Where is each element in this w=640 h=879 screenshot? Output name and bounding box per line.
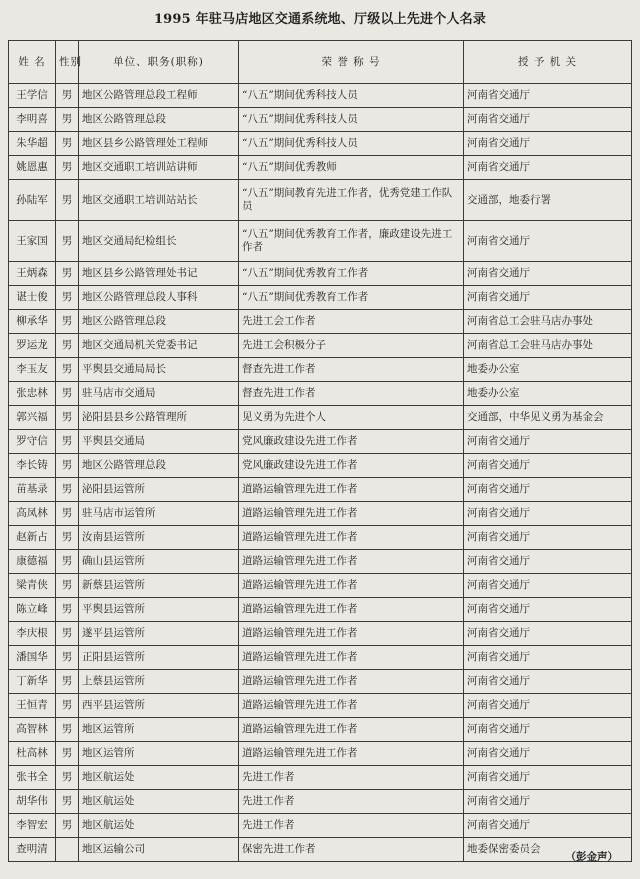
table-row (9, 622, 632, 646)
cell-name: 张忠林 (9, 382, 56, 406)
cell-sex: 男 (56, 646, 79, 670)
cell-unit: 新蔡县运管所 (79, 574, 239, 598)
cell-sex: 男 (56, 262, 79, 286)
cell-unit: 泌阳县运管所 (79, 478, 239, 502)
table-row (9, 454, 632, 478)
cell-honor: “八五”期间优秀科技人员 (239, 84, 464, 108)
cell-grantor: 河南省交通厅 (464, 221, 632, 262)
cell-sex: 男 (56, 406, 79, 430)
cell-honor: 道路运输管理先进工作者 (239, 574, 464, 598)
table-row (9, 742, 632, 766)
cell-honor: 督查先进工作者 (239, 358, 464, 382)
cell-grantor: 河南省交通厅 (464, 454, 632, 478)
table-header-row (9, 41, 632, 84)
cell-honor: 道路运输管理先进工作者 (239, 526, 464, 550)
cell-grantor: 河南省交通厅 (464, 742, 632, 766)
table-row (9, 108, 632, 132)
cell-grantor: 河南省交通厅 (464, 670, 632, 694)
table-row (9, 838, 632, 862)
cell-honor: 党风廉政建设先进工作者 (239, 454, 464, 478)
cell-name: 王学信 (9, 84, 56, 108)
table-row (9, 646, 632, 670)
cell-honor: “八五”期间优秀科技人员 (239, 132, 464, 156)
cell-unit: 地区公路管理总段人事科 (79, 286, 239, 310)
cell-honor: “八五”期间优秀教育工作者 (239, 262, 464, 286)
cell-unit: 地区县乡公路管理处书记 (79, 262, 239, 286)
cell-sex: 男 (56, 790, 79, 814)
cell-sex: 男 (56, 670, 79, 694)
cell-unit: 地区航运处 (79, 766, 239, 790)
cell-grantor: 河南省交通厅 (464, 574, 632, 598)
cell-unit: 地区交通局纪检组长 (79, 221, 239, 262)
cell-honor: 先进工作者 (239, 790, 464, 814)
cell-sex: 男 (56, 550, 79, 574)
cell-honor: 道路运输管理先进工作者 (239, 646, 464, 670)
cell-honor: “八五”期间优秀教师 (239, 156, 464, 180)
cell-name: 王家国 (9, 221, 56, 262)
cell-unit: 地区运管所 (79, 742, 239, 766)
table-row (9, 286, 632, 310)
cell-grantor: 河南省交通厅 (464, 598, 632, 622)
table-row (9, 180, 632, 221)
cell-grantor: 河南省交通厅 (464, 108, 632, 132)
cell-grantor: 交通部，地委行署 (464, 180, 632, 221)
cell-unit: 驻马店市交通局 (79, 382, 239, 406)
cell-unit: 地区交通职工培训站站长 (79, 180, 239, 221)
cell-unit: 地区运输公司 (79, 838, 239, 862)
table-row (9, 550, 632, 574)
cell-sex: 男 (56, 526, 79, 550)
table-row (9, 502, 632, 526)
cell-unit: 平舆县运管所 (79, 598, 239, 622)
cell-name: 柳承华 (9, 310, 56, 334)
cell-unit: 地区公路管理总段 (79, 108, 239, 132)
cell-honor: 道路运输管理先进工作者 (239, 622, 464, 646)
cell-unit: 确山县运管所 (79, 550, 239, 574)
cell-sex: 男 (56, 478, 79, 502)
cell-honor: 道路运输管理先进工作者 (239, 550, 464, 574)
table-row (9, 790, 632, 814)
cell-unit: 地区运管所 (79, 718, 239, 742)
cell-honor: 道路运输管理先进工作者 (239, 742, 464, 766)
cell-honor: “八五”期间优秀教育工作者 (239, 286, 464, 310)
cell-honor: 道路运输管理先进工作者 (239, 598, 464, 622)
cell-grantor: 河南省交通厅 (464, 132, 632, 156)
cell-name: 查明清 (9, 838, 56, 862)
table-row (9, 574, 632, 598)
cell-grantor: 河南省交通厅 (464, 286, 632, 310)
cell-honor: 道路运输管理先进工作者 (239, 718, 464, 742)
table-row (9, 156, 632, 180)
cell-name: 罗运龙 (9, 334, 56, 358)
cell-name: 李庆根 (9, 622, 56, 646)
cell-grantor: 河南省总工会驻马店办事处 (464, 334, 632, 358)
cell-unit: 地区航运处 (79, 814, 239, 838)
cell-name: 王炳森 (9, 262, 56, 286)
cell-grantor: 河南省交通厅 (464, 550, 632, 574)
cell-unit: 上蔡县运管所 (79, 670, 239, 694)
cell-honor: 党风廉政建设先进工作者 (239, 430, 464, 454)
cell-unit: 地区航运处 (79, 790, 239, 814)
table-row (9, 84, 632, 108)
cell-grantor: 河南省交通厅 (464, 526, 632, 550)
cell-honor: 道路运输管理先进工作者 (239, 478, 464, 502)
cell-grantor: 河南省交通厅 (464, 430, 632, 454)
cell-grantor: 地委办公室 (464, 382, 632, 406)
cell-sex: 男 (56, 598, 79, 622)
cell-name: 梁青侠 (9, 574, 56, 598)
cell-name: 郭兴福 (9, 406, 56, 430)
cell-honor: 道路运输管理先进工作者 (239, 694, 464, 718)
cell-sex: 男 (56, 814, 79, 838)
cell-name: 李玉友 (9, 358, 56, 382)
cell-grantor: 地委保密委员会 (464, 838, 632, 862)
cell-sex: 男 (56, 718, 79, 742)
table-row (9, 382, 632, 406)
table-row (9, 406, 632, 430)
cell-sex: 男 (56, 430, 79, 454)
cell-name: 姚恩惠 (9, 156, 56, 180)
cell-grantor: 河南省交通厅 (464, 478, 632, 502)
table-row (9, 718, 632, 742)
cell-sex: 男 (56, 180, 79, 221)
cell-grantor: 河南省总工会驻马店办事处 (464, 310, 632, 334)
cell-sex: 男 (56, 132, 79, 156)
cell-name: 苗基录 (9, 478, 56, 502)
table-row (9, 598, 632, 622)
cell-name: 陈立峰 (9, 598, 56, 622)
cell-honor: “八五”期间优秀教育工作者，廉政建设先进工作者 (239, 221, 464, 262)
table-row (9, 526, 632, 550)
cell-sex: 男 (56, 766, 79, 790)
cell-grantor: 交通部，中华见义勇为基金会 (464, 406, 632, 430)
cell-unit: 汝南县运管所 (79, 526, 239, 550)
table-row (9, 694, 632, 718)
cell-name: 李长铸 (9, 454, 56, 478)
cell-name: 赵新占 (9, 526, 56, 550)
page-title: 1995 年驻马店地区交通系统地、厅级以上先进个人名录 (153, 12, 487, 27)
table-row (9, 262, 632, 286)
cell-unit: 地区公路管理总段工程师 (79, 84, 239, 108)
cell-name: 李智宏 (9, 814, 56, 838)
cell-grantor: 河南省交通厅 (464, 694, 632, 718)
cell-sex: 男 (56, 622, 79, 646)
cell-name: 胡华伟 (9, 790, 56, 814)
table-row (9, 814, 632, 838)
cell-sex: 男 (56, 502, 79, 526)
cell-sex: 男 (56, 574, 79, 598)
cell-sex: 男 (56, 454, 79, 478)
cell-name: 朱华超 (9, 132, 56, 156)
cell-unit: 平舆县交通局 (79, 430, 239, 454)
cell-grantor: 河南省交通厅 (464, 766, 632, 790)
table-row (9, 132, 632, 156)
cell-sex: 男 (56, 84, 79, 108)
cell-sex: 男 (56, 742, 79, 766)
cell-sex: 男 (56, 382, 79, 406)
header-unit: 单位、职务(职称) (79, 41, 239, 84)
cell-unit: 地区公路管理总段 (79, 310, 239, 334)
cell-honor: 道路运输管理先进工作者 (239, 502, 464, 526)
cell-honor: 保密先进工作者 (239, 838, 464, 862)
cell-name: 罗守信 (9, 430, 56, 454)
cell-honor: 先进工会积极分子 (239, 334, 464, 358)
cell-honor: 先进工作者 (239, 814, 464, 838)
cell-unit: 平舆县交通局局长 (79, 358, 239, 382)
cell-sex: 男 (56, 108, 79, 132)
cell-name: 李明喜 (9, 108, 56, 132)
table-row (9, 334, 632, 358)
cell-name: 杜高林 (9, 742, 56, 766)
table-row (9, 670, 632, 694)
cell-name: 康德福 (9, 550, 56, 574)
cell-grantor: 河南省交通厅 (464, 646, 632, 670)
cell-grantor: 河南省交通厅 (464, 502, 632, 526)
cell-sex: 男 (56, 334, 79, 358)
cell-name: 张书全 (9, 766, 56, 790)
cell-grantor: 河南省交通厅 (464, 790, 632, 814)
cell-sex: 男 (56, 694, 79, 718)
cell-name: 高凤林 (9, 502, 56, 526)
cell-name: 丁新华 (9, 670, 56, 694)
table-row (9, 478, 632, 502)
cell-unit: 遂平县运管所 (79, 622, 239, 646)
cell-grantor: 河南省交通厅 (464, 814, 632, 838)
cell-honor: “八五”期间教育先进工作者，优秀党建工作队员 (239, 180, 464, 221)
cell-unit: 西平县运管所 (79, 694, 239, 718)
cell-name: 王恒青 (9, 694, 56, 718)
cell-unit: 地区公路管理总段 (79, 454, 239, 478)
cell-grantor: 河南省交通厅 (464, 84, 632, 108)
author-signature: （彭金声） (565, 851, 618, 863)
cell-honor: 见义勇为先进个人 (239, 406, 464, 430)
table-row (9, 358, 632, 382)
cell-unit: 驻马店市运管所 (79, 502, 239, 526)
cell-unit: 地区交通局机关党委书记 (79, 334, 239, 358)
cell-honor: “八五”期间优秀科技人员 (239, 108, 464, 132)
header-sex: 性别 (56, 41, 79, 84)
cell-sex: 男 (56, 286, 79, 310)
cell-sex: 男 (56, 310, 79, 334)
header-grantor: 授 予 机 关 (464, 41, 632, 84)
table-row (9, 310, 632, 334)
cell-name: 潘国华 (9, 646, 56, 670)
cell-honor: 先进工作者 (239, 766, 464, 790)
table-row (9, 766, 632, 790)
cell-sex: 男 (56, 358, 79, 382)
cell-honor: 先进工会工作者 (239, 310, 464, 334)
cell-name: 高智林 (9, 718, 56, 742)
cell-grantor: 地委办公室 (464, 358, 632, 382)
cell-grantor: 河南省交通厅 (464, 156, 632, 180)
header-name: 姓 名 (9, 41, 56, 84)
cell-sex: 男 (56, 221, 79, 262)
cell-grantor: 河南省交通厅 (464, 262, 632, 286)
cell-sex (56, 838, 79, 862)
cell-grantor: 河南省交通厅 (464, 718, 632, 742)
cell-name: 孙陆军 (9, 180, 56, 221)
header-honor: 荣 誉 称 号 (239, 41, 464, 84)
table-row (9, 430, 632, 454)
cell-honor: 道路运输管理先进工作者 (239, 670, 464, 694)
cell-unit: 地区县乡公路管理处工程师 (79, 132, 239, 156)
cell-sex: 男 (56, 156, 79, 180)
cell-grantor: 河南省交通厅 (464, 622, 632, 646)
cell-unit: 地区交通职工培训站讲师 (79, 156, 239, 180)
cell-name: 谌士俊 (9, 286, 56, 310)
cell-unit: 正阳县运管所 (79, 646, 239, 670)
honor-roll-table (8, 40, 632, 862)
table-row (9, 221, 632, 262)
cell-unit: 泌阳县县乡公路管理所 (79, 406, 239, 430)
cell-honor: 督查先进工作者 (239, 382, 464, 406)
